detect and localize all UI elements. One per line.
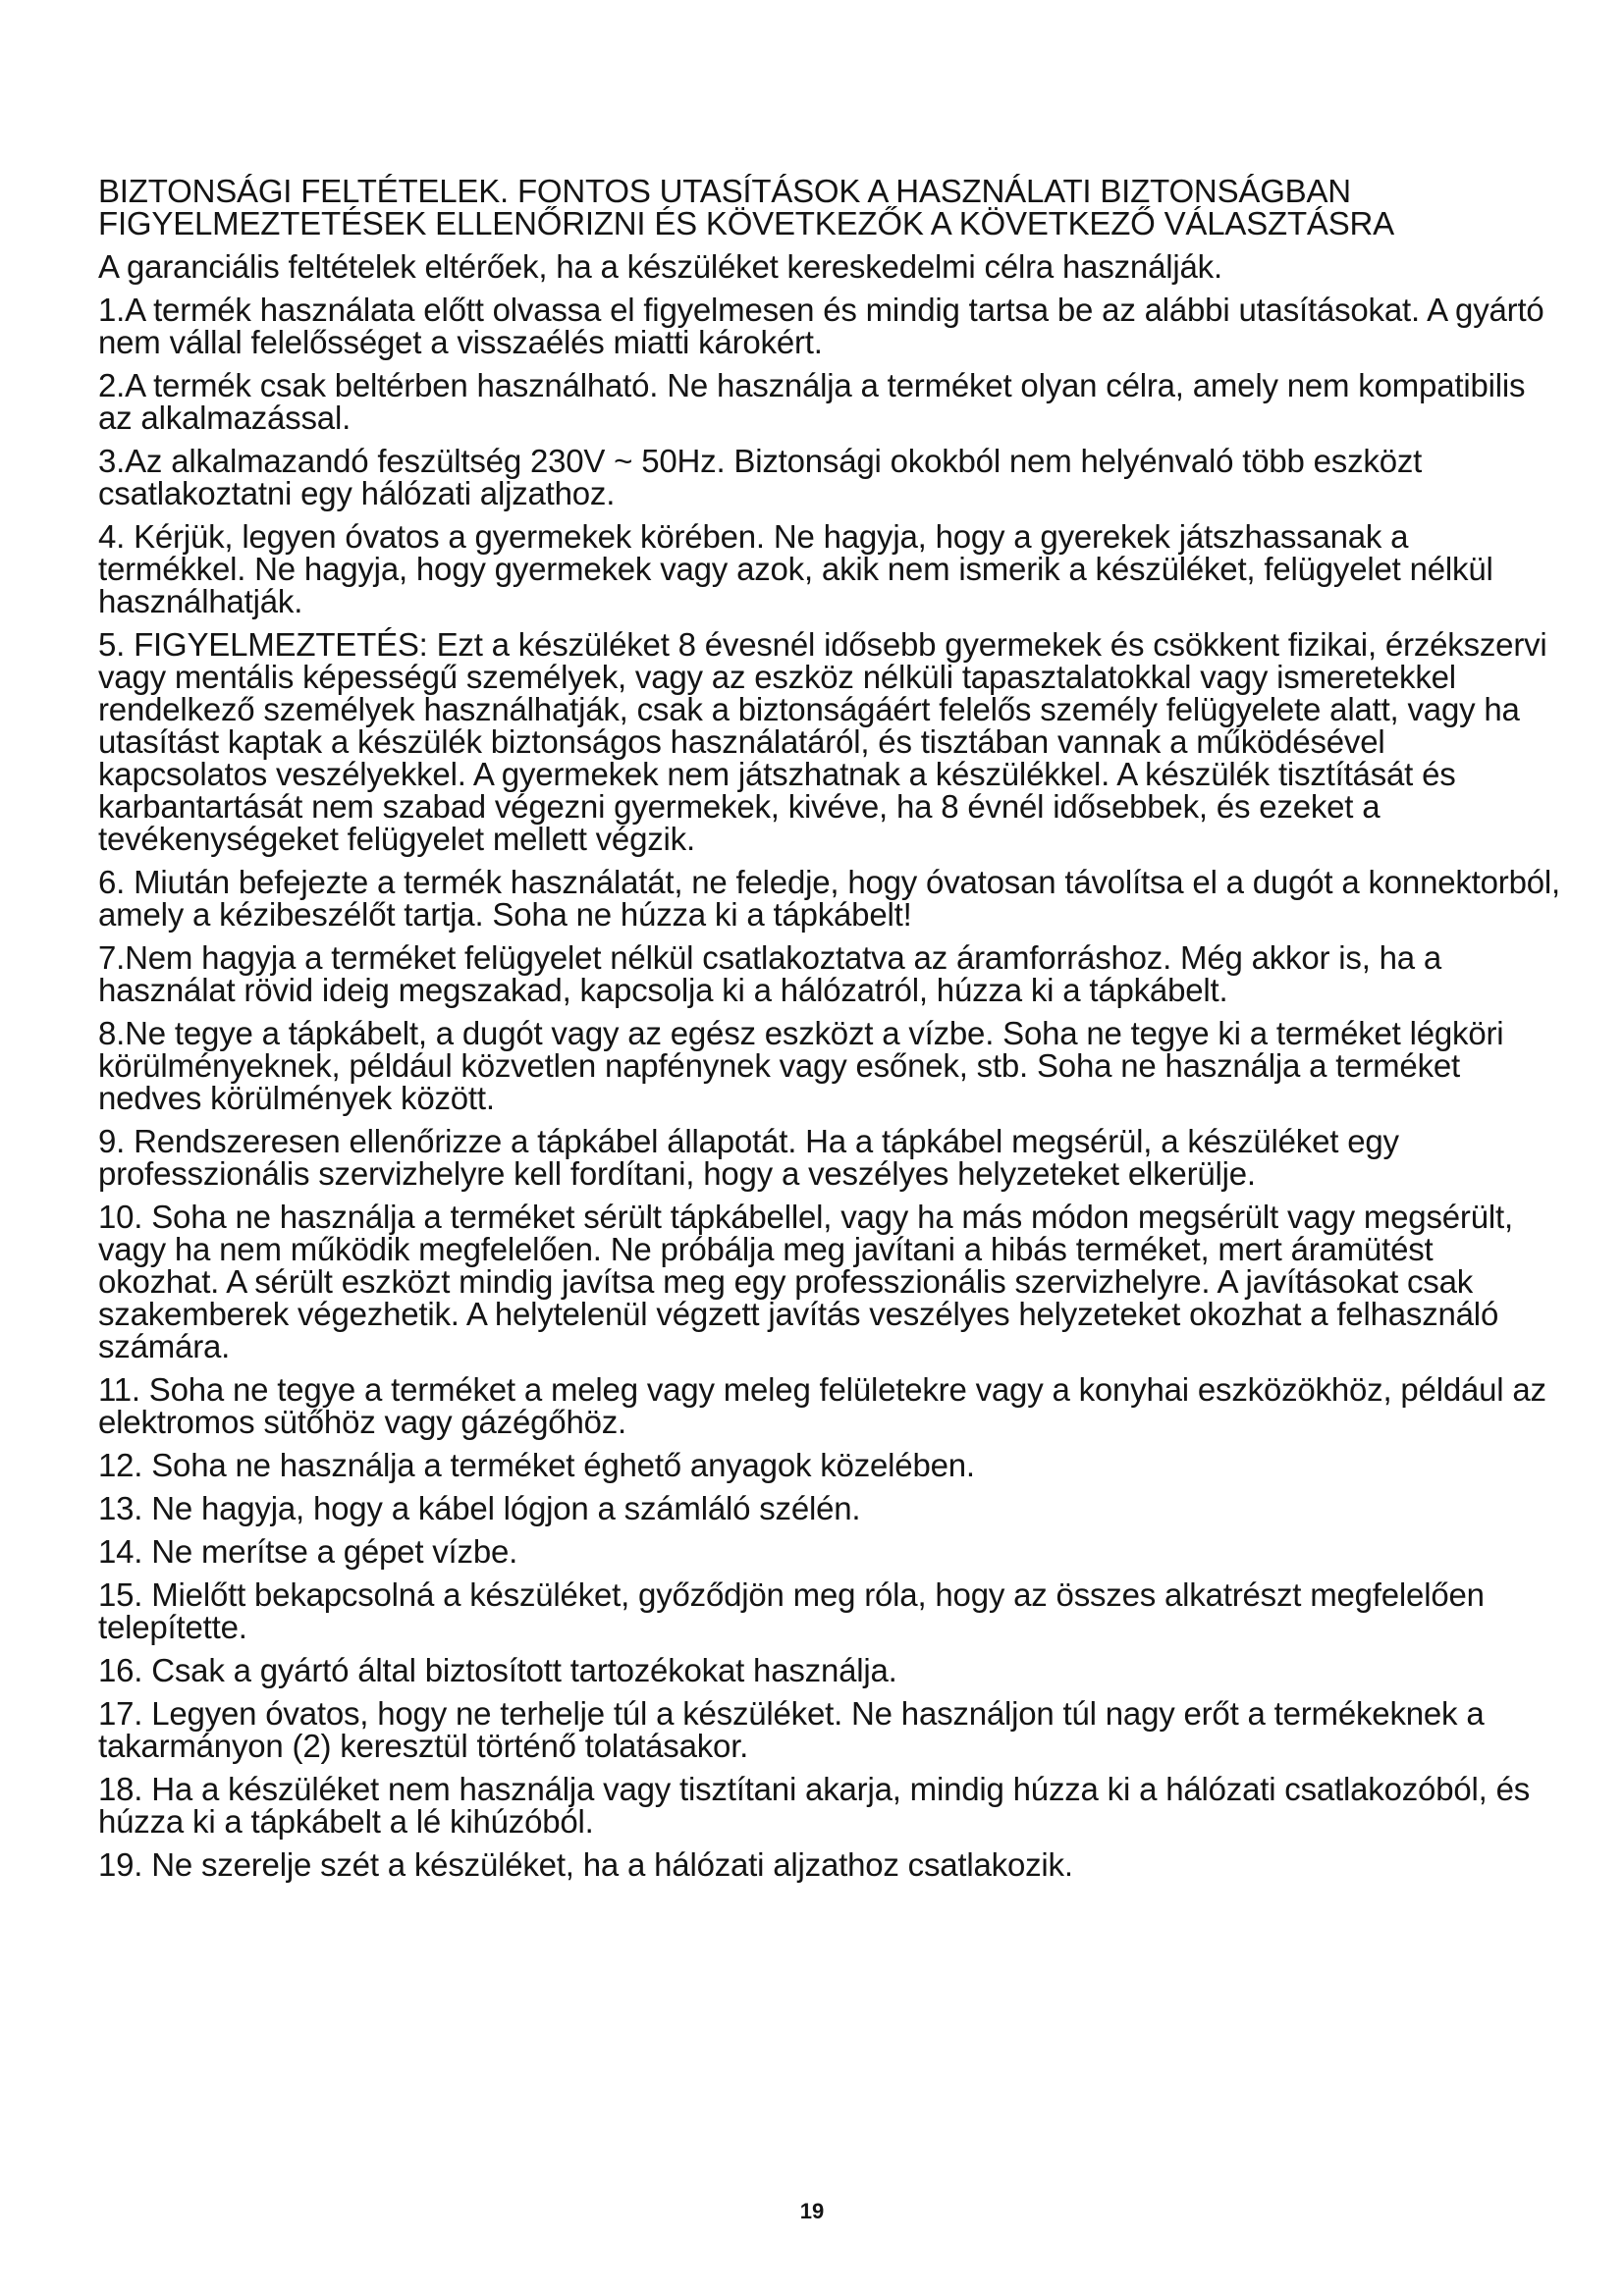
- page-number: 19: [799, 2199, 825, 2223]
- instruction-item-10: 10. Soha ne használja a terméket sérült tápkábellel, vagy ha más módon megsérült vagy megsérült, vagy ha nem működik megfelelően. Ne próbálja meg javítani a hibás terméket, mert áramütést okozhat. A sérült eszközt mindig javítsa meg egy professzionális szervizhelyre. A javításokat csak szakemberek végezhetik. A helytelenül végzett javítás veszélyes helyzeteket okozhat a felhasználó számára.: [98, 1199, 1513, 1364]
- instruction-item-9: 9. Rendszeresen ellenőrizze a tápkábel állapotát. Ha a tápkábel megsérül, a készüléket egy professzionális szervizhelyre kell fordítani, hogy a veszélyes helyzeteket elkerülje.: [98, 1123, 1399, 1192]
- intro-paragraph: A garanciális feltételek eltérőek, ha a készüléket kereskedelmi célra használják.: [98, 248, 1222, 285]
- instruction-item-7: 7.Nem hagyja a terméket felügyelet nélkül csatlakoztatva az áramforráshoz. Még akkor is, ha a használat rövid ideig megszakad, kapcsolja ki a hálózatról, húzza ki a tápkábelt.: [98, 939, 1442, 1008]
- instruction-item-11: 11. Soha ne tegye a terméket a meleg vagy meleg felületekre vagy a konyhai eszközökhöz, például az elektromos sütőhöz vagy gázégőhöz.: [98, 1371, 1546, 1440]
- instruction-item-19: 19. Ne szerelje szét a készüléket, ha a hálózati aljzathoz csatlakozik.: [98, 1846, 1073, 1883]
- instruction-item-18: 18. Ha a készüléket nem használja vagy tisztítani akarja, mindig húzza ki a hálózati csatlakozóból, és húzza ki a tápkábelt a lé kihúzóból.: [98, 1771, 1531, 1840]
- instruction-item-5: 5. FIGYELMEZTETÉS: Ezt a készüléket 8 évesnél idősebb gyermekek és csökkent fizikai, érzékszervi vagy mentális képességű személyek, vagy az eszköz nélküli tapasztalatokkal vagy ismeretekkel rendelkező személyek használhatják, csak a biztonságáért felelős személy felügyelete alatt, vagy ha utasítást kaptak a készülék biztonságos használatáról, és tisztában vannak a működésével kapcsolatos veszélyekkel. A gyermekek nem játszhatnak a készülékkel. A készülék tisztítását és karbantartását nem szabad végezni gyermekek, kivéve, ha 8 évnél idősebbek, és ezeket a tevékenységeket felügyelet mellett végzik.: [98, 626, 1547, 857]
- safety-instructions: [98, 175, 1561, 1892]
- instruction-item-3: 3.Az alkalmazandó feszültség 230V ~ 50Hz. Biztonsági okokból nem helyénvaló több eszközt csatlakoztatni egy hálózati aljzathoz.: [98, 443, 1423, 511]
- instruction-item-14: 14. Ne merítse a gépet vízbe.: [98, 1533, 518, 1570]
- instruction-item-12: 12. Soha ne használja a terméket éghető anyagok közelében.: [98, 1447, 975, 1483]
- instruction-item-6: 6. Miután befejezte a termék használatát, ne feledje, hogy óvatosan távolítsa el a dugót a konnektorból, amely a kézibeszélőt tartja. Soha ne húzza ki a tápkábelt!: [98, 864, 1560, 933]
- instruction-item-17: 17. Legyen óvatos, hogy ne terhelje túl a készüléket. Ne használjon túl nagy erőt a termékeknek a takarmányon (2) keresztül történő tolatásakor.: [98, 1695, 1485, 1764]
- instruction-item-8: 8.Ne tegye a tápkábelt, a dugót vagy az egész eszközt a vízbe. Soha ne tegye ki a terméket légköri körülményeknek, például közvetlen napfénynek vagy esőnek, stb. Soha ne használja a terméket nedves körülmények között.: [98, 1015, 1504, 1116]
- instruction-item-2: 2.A termék csak beltérben használható. Ne használja a terméket olyan célra, amely nem kompatibilis az alkalmazással.: [98, 367, 1526, 436]
- instruction-item-4: 4. Kérjük, legyen óvatos a gyermekek körében. Ne hagyja, hogy a gyerekek játszhassanak a termékkel. Ne hagyja, hogy gyermekek vagy azok, akik nem ismerik a készüléket, felügyelet nélkül használhatják.: [98, 518, 1493, 619]
- instruction-item-13: 13. Ne hagyja, hogy a kábel lógjon a számláló szélén.: [98, 1490, 861, 1526]
- section-heading: BIZTONSÁGI FELTÉTELEK. FONTOS UTASÍTÁSOK A HASZNÁLATI BIZTONSÁGBAN FIGYELMEZTETÉSEK ELLENŐRIZNI ÉS KÖVETKEZŐK A KÖVETKEZŐ VÁLASZTÁSRA: [98, 173, 1394, 241]
- instruction-item-16: 16. Csak a gyártó által biztosított tartozékokat használja.: [98, 1652, 897, 1688]
- instruction-item-1: 1.A termék használata előtt olvassa el figyelmesen és mindig tartsa be az alábbi utasításokat. A gyártó nem vállal felelősséget a visszaélés miatti károkért.: [98, 292, 1544, 360]
- instruction-item-15: 15. Mielőtt bekapcsolná a készüléket, győződjön meg róla, hogy az összes alkatrészt megfelelően telepítette.: [98, 1576, 1485, 1645]
